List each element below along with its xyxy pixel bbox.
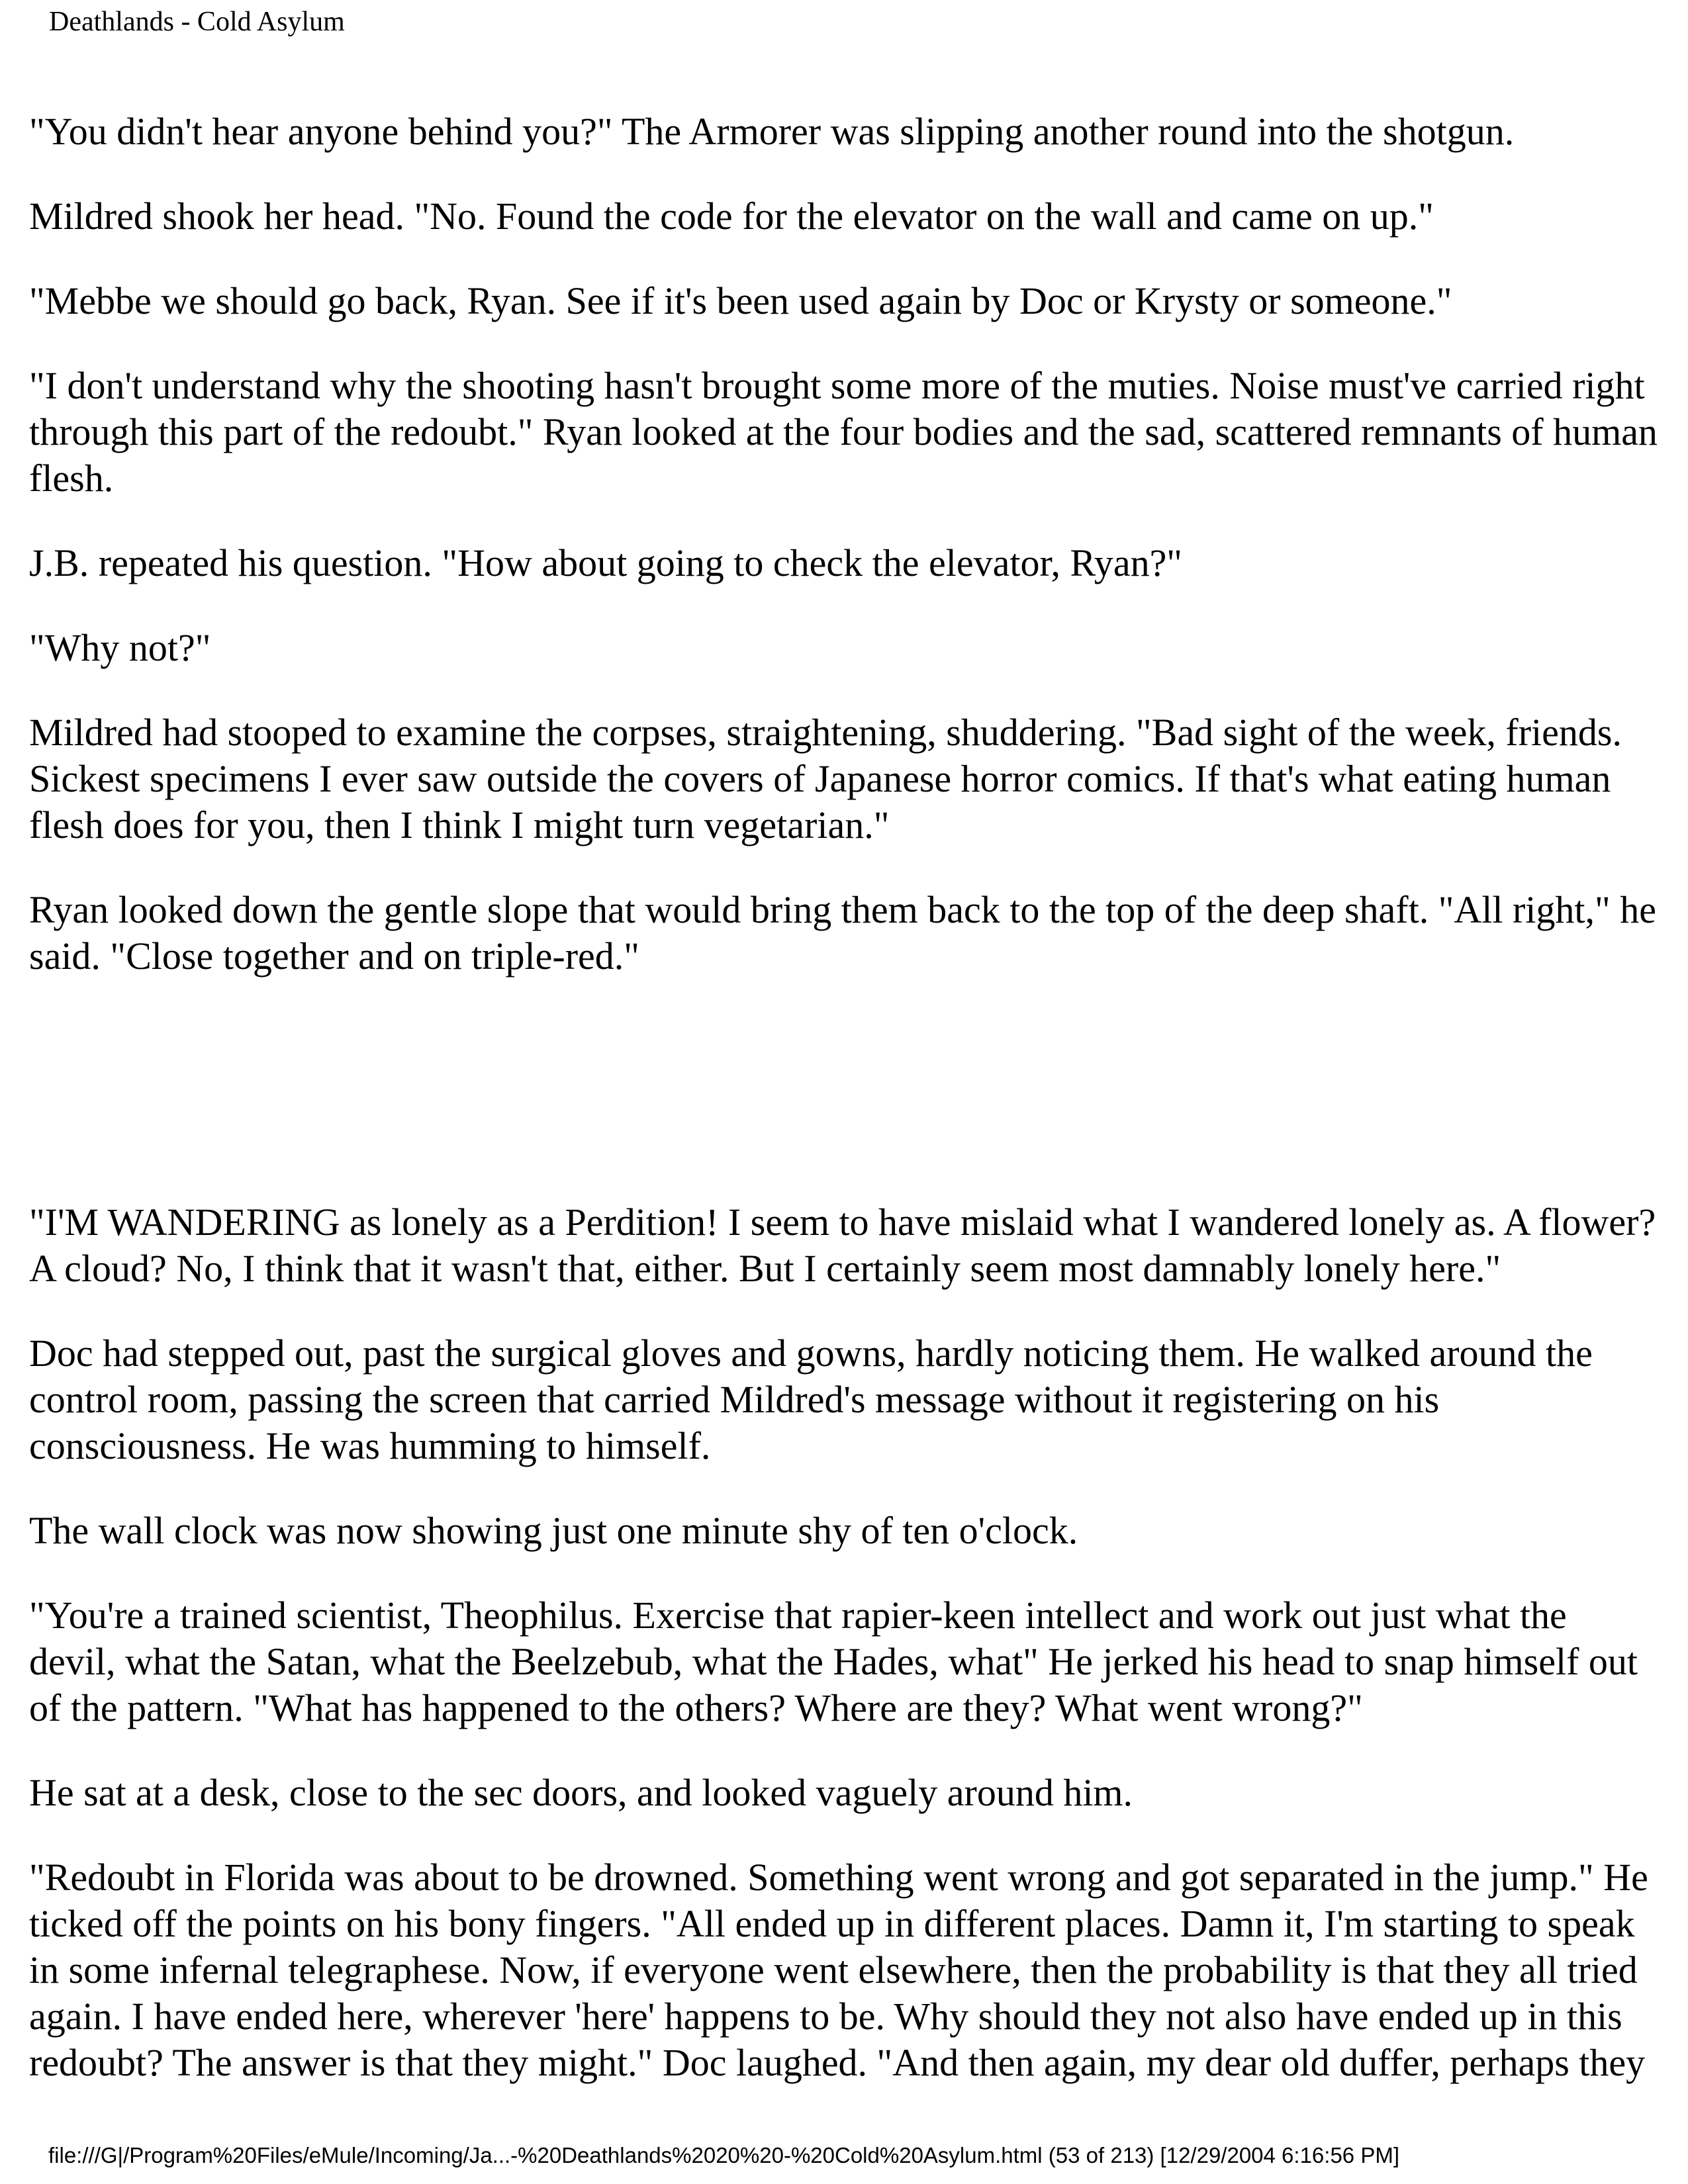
paragraph: J.B. repeated his question. "How about going to check the elevator, Ryan?" [29,541,1182,584]
paragraph: "You didn't hear anyone behind you?" The Armorer was slipping another round into the shotgun. [29,110,1515,153]
paragraph: Mildred had stooped to examine the corpses, straightening, shuddering. "Bad sight of the week, friends. Sickest specimens I ever saw outside the covers of Japanese horror comics. If that's what eating human flesh does for you, then I think I might turn vegetarian." [29,711,1622,846]
paragraph: He sat at a desk, close to the sec doors, and looked vaguely around him. [29,1771,1133,1814]
paragraph: Ryan looked down the gentle slope that would bring them back to the top of the deep shaft. "All right," he said. "Close together and on triple-red." [29,888,1656,978]
paragraph: Doc had stepped out, past the surgical gloves and gowns, hardly noticing them. He walked around the control room, passing the screen that carried Mildred's message without it registering on his consciousness. He was humming to himself. [29,1332,1593,1467]
paragraph: Mildred shook her head. "No. Found the code for the elevator on the wall and came on up." [29,195,1434,238]
paragraph: "I'M WANDERING as lonely as a Perdition! I seem to have mislaid what I wandered lonely as. A flower? A cloud? No, I think that it wasn't that, either. But I certainly seem most damnably lonely here." [29,1201,1656,1290]
paragraph: "Why not?" [29,626,211,669]
document-body [29,70,1662,2124]
paragraph: "Redoubt in Florida was about to be drowned. Something went wrong and got separated in the jump." He ticked off the points on his bony fingers. "All ended up in different places. Damn it, I'm starting to speak in some infernal telegraphese. Now, if everyone went elsewhere, then the probability is that they all tried again. I have ended here, wherever 'here' happens to be. Why should they not also have ended up in this redoubt? The answer is that they might." Doc laughed. "And then again, my dear old duffer, perhaps they [29,1856,1648,2084]
paragraph: "You're a trained scientist, Theophilus. Exercise that rapier-keen intellect and work out just what the devil, what the Satan, what the Beelzebub, what the Hades, what" He jerked his head to snap himself out of the pattern. "What has happened to the others? Where are they? What went wrong?" [29,1594,1638,1729]
page-header-title: Deathlands - Cold Asylum [49,7,345,37]
paragraph: "I don't understand why the shooting hasn't brought some more of the muties. Noise must've carried right through this part of the redoubt." Ryan looked at the four bodies and the sad, scattered remnants of human flesh. [29,364,1658,500]
paragraph: The wall clock was now showing just one minute shy of ten o'clock. [29,1509,1078,1552]
section-break-spacer [29,1018,1662,1161]
page-footer: file:///G|/Program%20Files/eMule/Incoming/Ja...-%20Deathlands%2020%20-%20Cold%20Asylum.html (53 of 213) [12/29/2004 6:16:56 PM] [48,2143,1399,2167]
paragraph: "Mebbe we should go back, Ryan. See if it's been used again by Doc or Krysty or someone." [29,279,1452,322]
